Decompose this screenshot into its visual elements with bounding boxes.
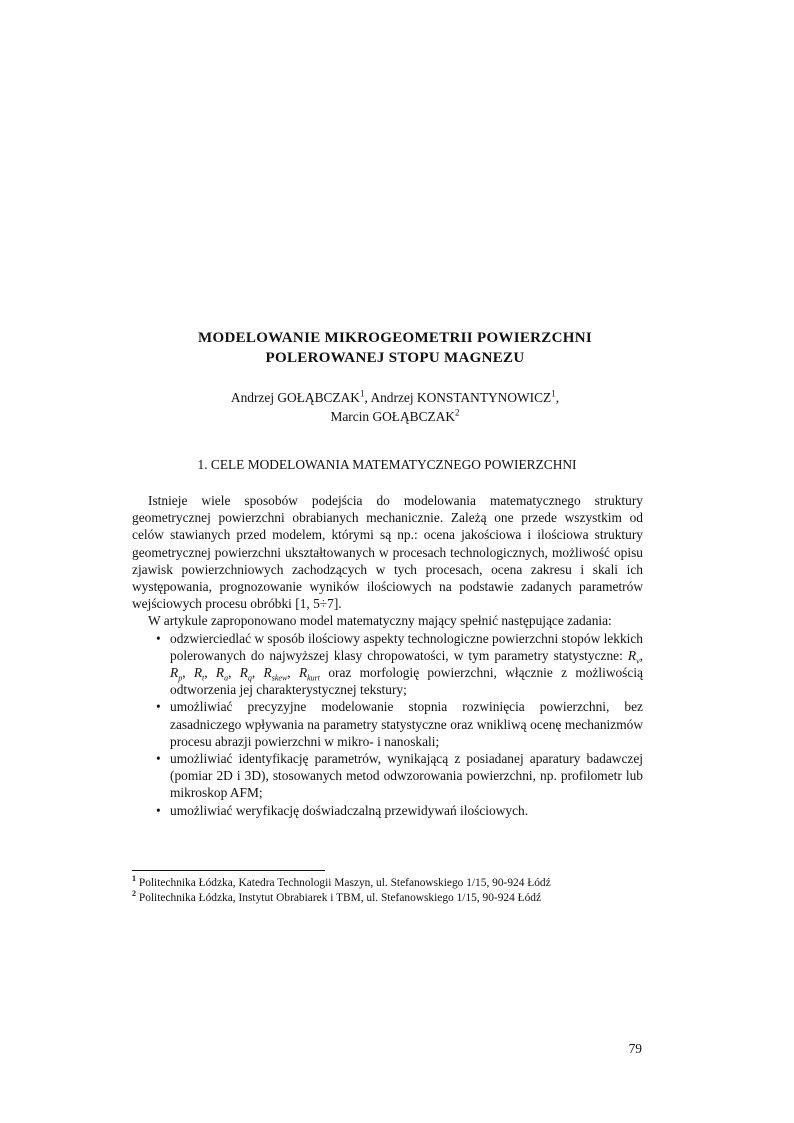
paragraph-1: Istnieje wiele sposobów podejścia do modelowania matematycznego struktury geometrycznej powierzchni obrabianych mechanicznie. Zależą one przede wszystkim od celów stawianych przed modelem, którymi są np.: ocena jakościowa i ilościowa struktury geometrycznej powierzchni ukształtowanych w procesach technologicznych, możliwość opisu zjawisk powierzchniowych zachodzących w tych procesach, ocena zakresu i skali ich występowania, prognozowanie wyników ilościowych na podstawie zadanych parametrów wejściowych procesu obróbki [1, 5÷7]. xyxy=(132,493,643,612)
footnote-divider xyxy=(132,870,325,871)
author-2-name: Andrzej KONSTANTYNOWICZ xyxy=(370,390,552,405)
paragraph-2: W artykule zaproponowano model matematyczny mający spełnić następujące zadania: xyxy=(148,613,612,629)
section-heading: 1. CELE MODELOWANIA MATEMATYCZNEGO POWIERZCHNI xyxy=(197,457,577,472)
author-3-name: Marcin GOŁĄBCZAK xyxy=(330,409,456,424)
author-list: Andrzej GOŁĄBCZAK$^1$, Andrzej KONSTANTYNOWICZ$^1$, Marcin GOŁĄBCZAK$^2$ xyxy=(230,388,560,424)
footnotes xyxy=(132,876,652,906)
title-line-2: POLEROWANEJ STOPU MAGNEZU xyxy=(265,350,525,366)
page-number: 79 xyxy=(628,1041,642,1056)
body-text xyxy=(132,492,643,819)
list-item xyxy=(156,698,643,750)
list-item-text: umożliwiać precyzyjne modelowanie stopnia rozwinięcia powierzchni, bez zasadniczego wpływania na parametry statystyczne oraz wnikliwą ocenę mechanizmów procesu abrazji powierzchni w mikro- i nanoskali; xyxy=(170,699,643,749)
paper-title xyxy=(140,328,650,368)
bullet-icon: • xyxy=(156,699,161,715)
list-item: • odzwierciedlać w sposób ilościowy aspekty technologiczne powierzchni stopów lekkich polerowanych do najwyższej klasy chropowatości, w tym parametry statystyczne: $R_v$, $R_p$, $R_t$, $R_a$, $R_q$, $R_{skew}$, $R_{kurt}$ oraz morfologię powierzchni, włącznie z możliwością odtworzenia jej charakterystycznej tekstury; xyxy=(156,630,644,698)
footnote-1: $^1$ Politechnika Łódzka, Katedra Technologii Maszyn, ul. Stefanowskiego 1/15, 90-924 Łódź xyxy=(132,874,551,889)
author-1-affiliation: 1 xyxy=(359,388,365,399)
author-2-affiliation: 1 xyxy=(551,388,556,399)
list-item-text: umożliwiać weryfikację doświadczalną przewidywań ilościowych. xyxy=(170,802,529,818)
list-item-text: umożliwiać identyfikację parametrów, wynikającą z posiadanej aparatury badawczej (pomiar 2D i 3D), stosowanych metod odwzorowania powierzchni, np. profilometr lub mikroskop AFM; xyxy=(170,751,643,801)
title-line-1: MODELOWANIE MIKROGEOMETRII POWIERZCHNI xyxy=(198,330,592,346)
footnote-2: $^2$ Politechnika Łódzka, Instytut Obrabiarek i TBM, ul. Stefanowskiego 1/15, 90-924 Łódź xyxy=(132,889,542,904)
task-list xyxy=(132,630,643,819)
author-3-affiliation: 2 xyxy=(455,407,460,418)
list-item xyxy=(156,802,643,819)
bullet-icon: • xyxy=(156,751,161,767)
bullet-icon: • xyxy=(156,630,161,646)
list-item xyxy=(156,750,643,802)
bullet-icon: • xyxy=(156,802,161,818)
author-1-name: Andrzej GOŁĄBCZAK xyxy=(230,390,360,405)
list-item-text: odzwierciedlać w sposób ilościowy aspekty technologiczne powierzchni stopów lekkich polerowanych do najwyższej klasy chropowatości, w tym parametry statystyczne: xyxy=(170,630,644,663)
